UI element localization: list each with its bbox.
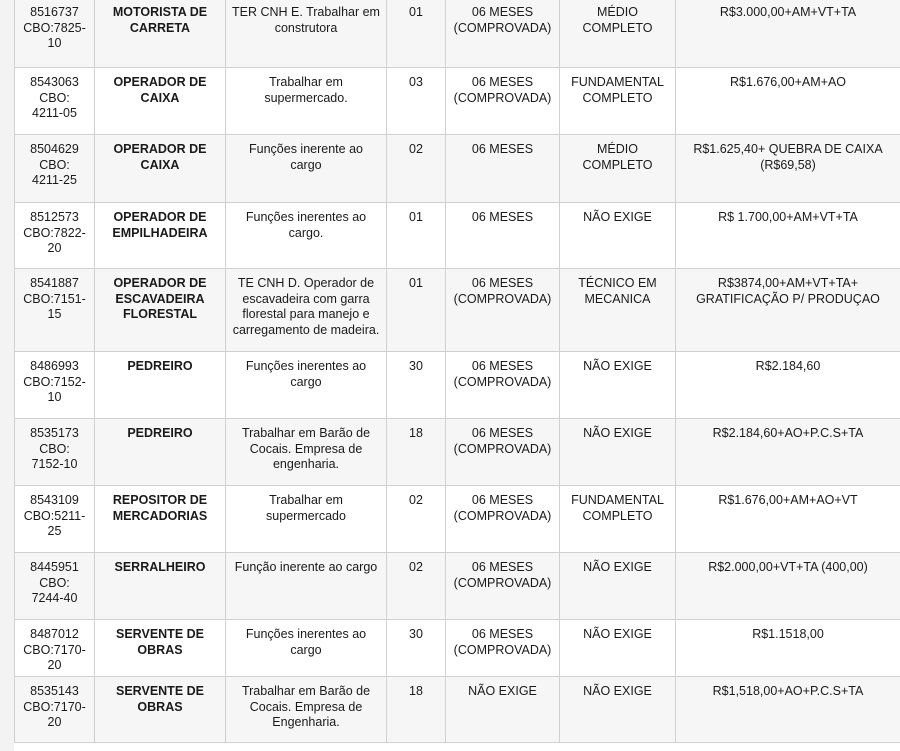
vacancy-code-cell: 8487012 CBO:7170- 20 [15, 620, 95, 677]
job-title-cell: SERVENTE DE OBRAS [95, 620, 226, 677]
salary-cell: R$1.625,40+ QUEBRA DE CAIXA (R$69,58) [676, 135, 900, 203]
vacancy-code-cell: 8535143 CBO:7170- 20 [15, 677, 95, 743]
description-cell: Funções inerentes ao cargo. [226, 203, 387, 269]
job-title-cell: PEDREIRO [95, 419, 226, 486]
table-row [15, 68, 900, 135]
openings-cell: 01 [387, 269, 446, 352]
vacancy-code-cell: 8541887 CBO:7151- 15 [15, 269, 95, 352]
experience-cell: 06 MESES [446, 203, 560, 269]
openings-cell: 02 [387, 486, 446, 553]
vacancy-code-cell: 8504629 CBO: 4211-25 [15, 135, 95, 203]
job-title-cell: REPOSITOR DE MERCADORIAS [95, 486, 226, 553]
description-cell: TE CNH D. Operador de escavadeira com garra florestal para manejo e carregamento de madeira. [226, 269, 387, 352]
table-row [15, 203, 900, 269]
education-cell: FUNDAMENTAL COMPLETO [560, 68, 676, 135]
openings-cell: 02 [387, 135, 446, 203]
experience-cell: 06 MESES (COMPROVADA) [446, 352, 560, 419]
vacancy-code-cell: 8516737 CBO:7825- 10 [15, 0, 95, 68]
education-cell: MÉDIO COMPLETO [560, 135, 676, 203]
openings-cell: 03 [387, 68, 446, 135]
experience-cell: 06 MESES (COMPROVADA) [446, 269, 560, 352]
description-cell: TER CNH E. Trabalhar em construtora [226, 0, 387, 68]
table-row [15, 553, 900, 620]
vacancy-code-cell: 8535173 CBO: 7152-10 [15, 419, 95, 486]
salary-cell: R$1.676,00+AM+AO+VT [676, 486, 900, 553]
vacancy-code-cell: 8543063 CBO: 4211-05 [15, 68, 95, 135]
description-cell: Trabalhar em supermercado. [226, 68, 387, 135]
job-title-cell: OPERADOR DE EMPILHADEIRA [95, 203, 226, 269]
job-title-cell: SERRALHEIRO [95, 553, 226, 620]
job-title-cell: SERVENTE DE OBRAS [95, 677, 226, 743]
left-gutter [0, 0, 14, 751]
education-cell: FUNDAMENTAL COMPLETO [560, 486, 676, 553]
experience-cell: 06 MESES (COMPROVADA) [446, 68, 560, 135]
salary-cell: R$2.184,60 [676, 352, 900, 419]
description-cell: Trabalhar em supermercado [226, 486, 387, 553]
experience-cell: 06 MESES [446, 135, 560, 203]
salary-cell: R$3874,00+AM+VT+TA+ GRATIFICAÇÃO P/ PRODUÇAO [676, 269, 900, 352]
openings-cell: 02 [387, 553, 446, 620]
experience-cell: 06 MESES (COMPROVADA) [446, 0, 560, 68]
description-cell: Funções inerentes ao cargo [226, 620, 387, 677]
job-title-cell: OPERADOR DE ESCAVADEIRA FLORESTAL [95, 269, 226, 352]
education-cell: NÃO EXIGE [560, 419, 676, 486]
job-title-cell: MOTORISTA DE CARRETA [95, 0, 226, 68]
openings-cell: 30 [387, 352, 446, 419]
openings-cell: 18 [387, 677, 446, 743]
openings-cell: 18 [387, 419, 446, 486]
salary-cell: R$1,518,00+AO+P.C.S+TA [676, 677, 900, 743]
vacancy-code-cell: 8512573 CBO:7822- 20 [15, 203, 95, 269]
table-row [15, 135, 900, 203]
job-title-cell: OPERADOR DE CAIXA [95, 68, 226, 135]
salary-cell: R$1.1518,00 [676, 620, 900, 677]
description-cell: Funções inerente ao cargo [226, 135, 387, 203]
experience-cell: NÃO EXIGE [446, 677, 560, 743]
education-cell: NÃO EXIGE [560, 352, 676, 419]
table-row [15, 486, 900, 553]
salary-cell: R$3.000,00+AM+VT+TA [676, 0, 900, 68]
experience-cell: 06 MESES (COMPROVADA) [446, 553, 560, 620]
education-cell: NÃO EXIGE [560, 203, 676, 269]
job-vacancies-table [14, 0, 900, 743]
vacancy-code-cell: 8543109 CBO:5211- 25 [15, 486, 95, 553]
education-cell: NÃO EXIGE [560, 677, 676, 743]
salary-cell: R$2.000,00+VT+TA (400,00) [676, 553, 900, 620]
education-cell: TÉCNICO EM MECANICA [560, 269, 676, 352]
table-row [15, 677, 900, 743]
salary-cell: R$2.184,60+AO+P.C.S+TA [676, 419, 900, 486]
description-cell: Função inerente ao cargo [226, 553, 387, 620]
experience-cell: 06 MESES (COMPROVADA) [446, 620, 560, 677]
salary-cell: R$1.676,00+AM+AO [676, 68, 900, 135]
openings-cell: 30 [387, 620, 446, 677]
vacancy-code-cell: 8445951 CBO: 7244-40 [15, 553, 95, 620]
salary-cell: R$ 1.700,00+AM+VT+TA [676, 203, 900, 269]
table-row [15, 0, 900, 68]
table-row [15, 419, 900, 486]
vacancy-code-cell: 8486993 CBO:7152- 10 [15, 352, 95, 419]
education-cell: NÃO EXIGE [560, 553, 676, 620]
table-row [15, 352, 900, 419]
education-cell: NÃO EXIGE [560, 620, 676, 677]
description-cell: Trabalhar em Barão de Cocais. Empresa de Engenharia. [226, 677, 387, 743]
description-cell: Funções inerentes ao cargo [226, 352, 387, 419]
job-title-cell: PEDREIRO [95, 352, 226, 419]
description-cell: Trabalhar em Barão de Cocais. Empresa de engenharia. [226, 419, 387, 486]
experience-cell: 06 MESES (COMPROVADA) [446, 419, 560, 486]
openings-cell: 01 [387, 203, 446, 269]
education-cell: MÉDIO COMPLETO [560, 0, 676, 68]
experience-cell: 06 MESES (COMPROVADA) [446, 486, 560, 553]
openings-cell: 01 [387, 0, 446, 68]
table-row [15, 269, 900, 352]
job-title-cell: OPERADOR DE CAIXA [95, 135, 226, 203]
table-row [15, 620, 900, 677]
